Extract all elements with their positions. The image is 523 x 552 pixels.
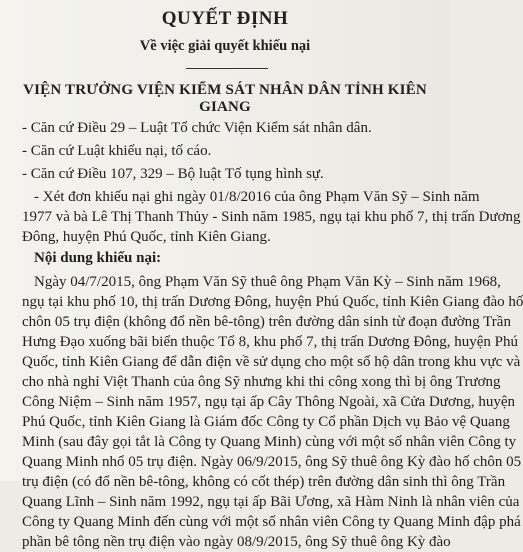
document-subtitle: Về việc giải quyết khiếu nại [139, 38, 311, 54]
body-line: Quang Minh nhổ 05 trụ điện. Ngày 06/9/2015, ông Sỹ thuê ông Kỳ đào hố chôn 05 [22, 454, 522, 470]
legal-basis-line: - Căn cứ Điều 107, 329 – Bộ luật Tố tụng hình sự. [22, 166, 324, 182]
legal-basis-line: - Căn cứ Luật khiếu nại, tố cáo. [22, 143, 212, 159]
body-line: Minh (sau đây gọi tắt là Công ty Quang Minh) cùng với một số nhân viên Công ty [22, 434, 517, 450]
consideration-line: - Xét đơn khiếu nại ghi ngày 01/8/2016 của ông Phạm Văn Sỹ – Sinh năm [34, 189, 480, 205]
body-line: cho nhà nghỉ Việt Thanh của ông Sỹ nhưng khi thi công xong thì bị ông Trương [22, 374, 501, 390]
body-line: phần bê tông nền trụ điện vào ngày 08/9/2015, ông Sỹ thuê ông Kỳ đào [22, 534, 451, 550]
consideration-line: 1977 và bà Lê Thị Thanh Thủy - Sinh năm 1985, ngụ tại khu phố 7, thị trấn Dương [22, 209, 521, 225]
title-divider [186, 68, 268, 69]
body-line: Ngày 04/7/2015, ông Phạm Văn Sỹ thuê ông Phạm Văn Kỳ – Sinh năm 1968, [34, 274, 501, 290]
body-line: Công Niệm – Sinh năm 1957, ngụ tại ấp Cây Thông Ngoài, xã Cửa Dương, huyện [22, 394, 516, 410]
body-line: ngụ tại khu phố 10, thị trấn Dương Đông, huyện Phú Quốc, tỉnh Kiên Giang đào hố [22, 294, 523, 310]
body-line: Phú Quốc, tỉnh Kiên Giang là Giám đốc Công ty Cổ phần Dịch vụ Bảo vệ Quang [22, 414, 510, 430]
document-title: QUYẾT ĐỊNH [161, 8, 289, 29]
body-line: chôn 05 trụ điện (không đổ nền bê-tông) trên đường dân sinh từ đoạn đường Trần [22, 314, 511, 330]
consideration-line: Đông, huyện Phú Quốc, tỉnh Kiên Giang. [22, 229, 271, 245]
body-line: trụ điện (có đổ nền bê-tông, không có cốt thép) trên đường dân sinh thì ông Trần [22, 474, 506, 490]
body-line: Quang Lĩnh – Sinh năm 1992, ngụ tại ấp Bãi Ương, xã Hàm Ninh là nhân viên của [22, 494, 520, 510]
body-line: Hưng Đạo xuống bãi biển thuộc Tổ 8, khu phố 7, thị trấn Dương Đông, huyện Phú [22, 334, 518, 350]
section-heading: Nội dung khiếu nại: [34, 250, 162, 266]
body-line: Quốc, tỉnh Kiên Giang để dẫn điện về sử dụng cho một số hộ dân trong khu vực và [22, 354, 521, 370]
legal-basis-line: - Căn cứ Điều 29 – Luật Tổ chức Viện Kiểm sát nhân dân. [22, 120, 372, 136]
issuing-authority: VIỆN TRƯỞNG VIỆN KIỂM SÁT NHÂN DÂN TỈNH KIÊN GIANG [23, 82, 427, 115]
body-line: Công ty Quang Minh đến cùng với một số nhân viên Công ty Quang Minh đập phá [22, 514, 521, 530]
